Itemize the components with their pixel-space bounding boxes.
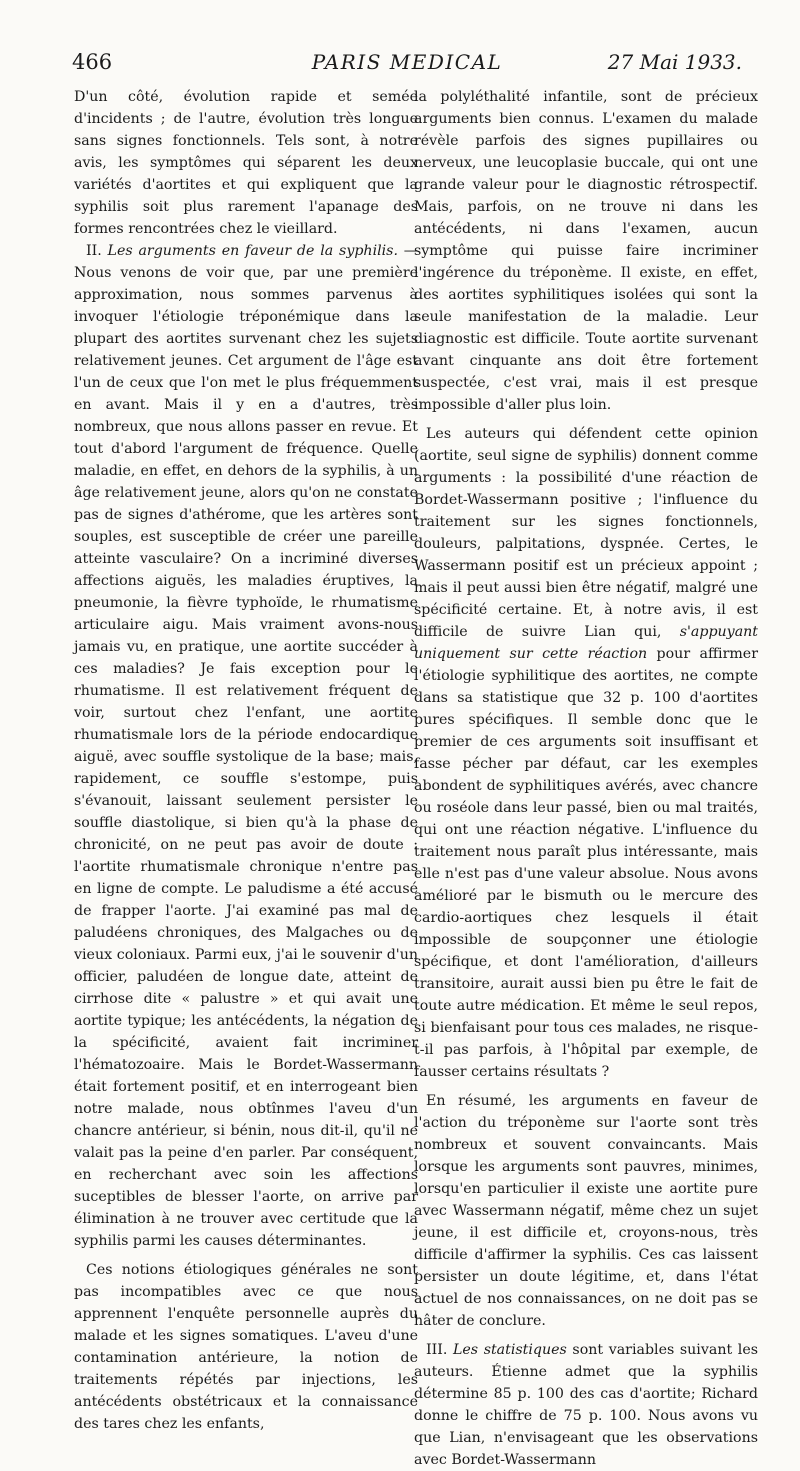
paragraph-text: pour affirmer l'étiologie syphilitique des aortites, ne compte dans sa statistique que 32 p. 100 d'aortites pures spécifiques. Il semble donc que le premier de ces arguments soit insuffisant et fasse pécher par défaut, car les exemples abondent de syphilitiques avérés, avec chancre ou roséole dans leur passé, bien ou mal traités, qui ont une réaction négative. L'influence du traitement nous paraît plus intéressante, mais elle n'est pas d'une valeur absolue. Nous avons amélioré par le bismuth ou le mercure des cardio-aortiques chez lesquels il était impossible de soupçonner une étiologie spécifique, et dont l'amélioration, d'ailleurs transitoire, aurait aussi bien pu être le fait de toute autre médication. Et même le seul repos, si bienfaisant pour tous ces malades, ne risque-t-il pas parfois, à l'hôpital par exemple, de fausser certains résultats ? (414, 646, 758, 1080)
journal-title: PARIS MEDICAL (311, 50, 503, 74)
left-column (74, 86, 418, 1435)
section-number: II. (86, 243, 102, 259)
paragraph-section-iii (414, 1339, 758, 1471)
paragraph-text: — Nous venons de voir que, par une première approximation, nous sommes parvenus à invoquer l'étiologie tréponémique dans la plupart des aortites survenant chez les sujets relativement jeunes. Cet argument de l'âge est l'un de ceux que l'on met le plus fréquemment en avant. Mais il y en a d'autres, très nombreux, que nous allons passer en revue. Et tout d'abord l'argument de fréquence. Quelle maladie, en effet, en dehors de la syphilis, à un âge relativement jeune, alors qu'on ne constate pas de signes d'athérome, que les artères sont souples, est susceptible de créer une pareille atteinte vasculaire? On a incriminé diverses affections aiguës, les maladies éruptives, la pneumonie, la fièvre typhoïde, le rhumatisme articulaire aigu. Mais vraiment avons-nous jamais vu, en pratique, une aortite succéder à ces maladies? Je fais exception pour le rhumatisme. Il est relativement fréquent de voir, surtout chez l'enfant, une aortite rhumatismale lors de la période endocardique aiguë, avec souffle systolique de la base; mais, rapidement, ce souffle s'estompe, puis s'évanouit, laissant seulement persister le souffle diastolique, si bien qu'à la phase de chronicité, on ne peut pas avoir de doute : l'aortite rhumatismale chronique n'entre pas en ligne de compte. Le paludisme a été accusé de frapper l'aorte. J'ai examiné pas mal de paludéens chroniques, des Malgaches ou de vieux coloniaux. Parmi eux, j'ai le souvenir d'un officier, paludéen de longue date, atteint de cirrhose dite « palustre » et qui avait une aortite typique; les antécédents, la négation de la spécificité, avaient fait incriminer l'hématozoaire. Mais le Bordet-Wassermann était fortement positif, et en interrogeant bien notre malade, nous obtînmes l'aveu d'un chancre antérieur, si bénin, nous dit-il, qu'il ne valait pas la peine d'en parler. Par conséquent, en recherchant avec soin les affections suceptibles de blesser l'aorte, on arrive par élimination à ne trouver avec certitude que la syphilis parmi les causes déterminantes. (74, 243, 418, 1249)
paragraph: la polyléthalité infantile, sont de précieux arguments bien connus. L'examen du malade révèle parfois des signes pupillaires ou nerveux, une leucoplasie buccale, qui ont une grande valeur pour le diagnostic rétrospectif. Mais, parfois, on ne trouve ni dans les antécédents, ni dans l'examen, aucun symptôme qui puisse faire incriminer l'ingérence du tréponème. Il existe, en effet, des aortites syphilitiques isolées qui sont la seule manifestation de la maladie. Leur diagnostic est difficile. Toute aortite survenant avant cinquante ans doit être fortement suspectée, c'est vrai, mais il est presque impossible d'aller plus loin. (414, 89, 758, 413)
italic-emphasis: s'appuyant uniquement sur cette réaction (414, 624, 758, 662)
issue-date: 27 Mai 1933. (607, 50, 742, 74)
running-head (72, 50, 742, 80)
paragraph-text: Les auteurs qui défendent cette opinion (aortite, seul signe de syphilis) donnent comme arguments : la possibilité d'une réaction de Bordet-Wassermann positive ; l'influence du traitement sur les signes fonctionnels, douleurs, palpitations, dyspnée. Certes, le Wassermann positif est un précieux appoint ; mais il peut aussi bien être négatif, malgré une spécificité certaine. Et, à notre avis, il est difficile de suivre Lian qui, (414, 426, 758, 640)
section-heading: Les statistiques (452, 1342, 567, 1358)
paragraph-section-ii (74, 240, 418, 1252)
section-number: III. (426, 1342, 448, 1358)
section-heading: Les arguments en faveur de la syphilis. (107, 243, 398, 259)
right-column (414, 86, 758, 1471)
paragraph: D'un côté, évolution rapide et semée d'incidents ; de l'autre, évolution très longue sans signes fonctionnels. Tels sont, à notre avis, les symptômes qui séparent les deux variétés d'aortites et qui expliquent que la syphilis soit plus rarement l'apanage des formes rencontrées chez le vieillard. (74, 89, 418, 237)
paragraph-arguments (414, 423, 758, 1083)
paragraph-summary: En résumé, les arguments en faveur de l'action du tréponème sur l'aorte sont très nombreux et souvent convaincants. Mais lorsque les arguments sont pauvres, minimes, lorsqu'en particulier il existe une aortite pure avec Wassermann négatif, même chez un sujet jeune, il est difficile et, croyons-nous, très difficile d'affirmer la syphilis. Ces cas laissent persister un doute légitime, et, dans l'état actuel de nos connaissances, on ne doit pas se hâter de conclure. (414, 1093, 758, 1329)
paragraph: Ces notions étiologiques générales ne sont pas incompatibles avec ce que nous apprennent l'enquête personnelle auprès du malade et les signes somatiques. L'aveu d'une contamination antérieure, la notion de traitements répétés par injections, les antécédents obstétricaux et la connaissance des tares chez les enfants, (74, 1262, 418, 1432)
page-number: 466 (72, 50, 113, 74)
paragraph-text: sont variables suivant les auteurs. Étienne admet que la syphilis détermine 85 p. 100 des cas d'aortite; Richard donne le chiffre de 75 p. 100. Nous avons vu que Lian, n'envisageant que les observations avec Bordet-Wassermann (414, 1342, 758, 1468)
